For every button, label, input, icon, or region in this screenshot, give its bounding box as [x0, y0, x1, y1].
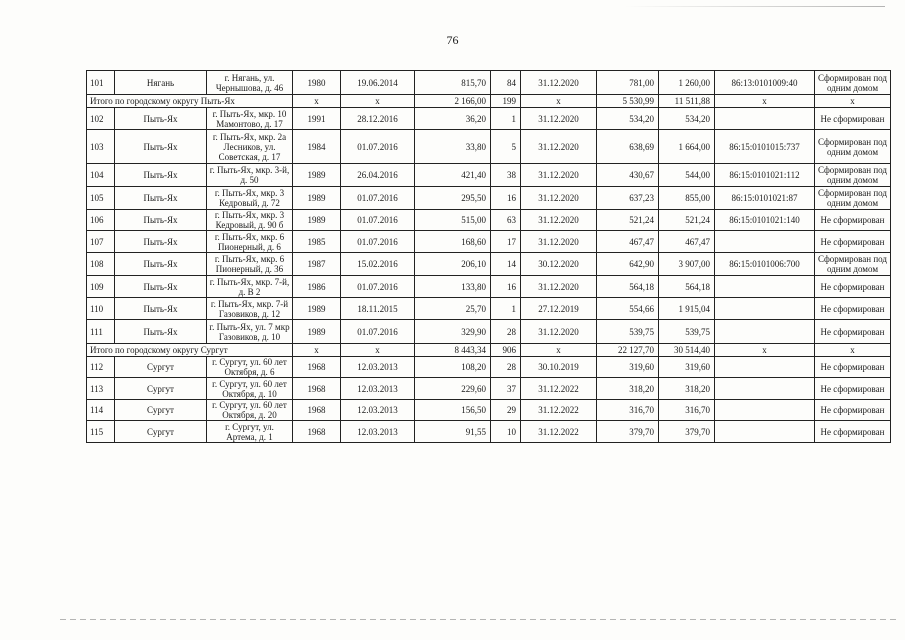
area-cell: 25,70 — [415, 298, 491, 320]
year-cell: 1989 — [293, 164, 341, 187]
total-label: Итого по городскому округу Пыть-Ях — [87, 95, 293, 108]
total-row — [87, 95, 891, 108]
deadline-cell: 31.12.2020 — [521, 108, 597, 130]
status-cell: Не сформирован — [815, 276, 891, 298]
date-cell: 01.07.2016 — [341, 320, 415, 344]
total-residents-cell: 199 — [491, 95, 521, 108]
value1-cell: 638,69 — [597, 130, 659, 164]
deadline-cell: 31.12.2020 — [521, 320, 597, 344]
year-cell: 1989 — [293, 187, 341, 210]
value2-cell: 1 915,04 — [659, 298, 715, 320]
address-cell: г. Пыть-Ях, мкр. 7-й Газовиков, д. 12 — [207, 298, 293, 320]
status-cell: Не сформирован — [815, 378, 891, 400]
status-cell: Не сформирован — [815, 320, 891, 344]
row-number: 109 — [87, 276, 115, 298]
status-cell: Сформирован под одним домом — [815, 164, 891, 187]
cadastral-cell — [715, 298, 815, 320]
address-cell: г. Пыть-Ях, ул. 7 мкр Газовиков, д. 10 — [207, 320, 293, 344]
value2-cell: 319,60 — [659, 357, 715, 378]
deadline-cell: 31.12.2020 — [521, 164, 597, 187]
area-cell: 815,70 — [415, 71, 491, 95]
status-cell: Не сформирован — [815, 231, 891, 253]
address-cell: г. Сургут, ул. Артема, д. 1 — [207, 421, 293, 443]
area-cell: 229,60 — [415, 378, 491, 400]
year-cell: 1968 — [293, 421, 341, 443]
table-row — [87, 276, 891, 298]
table-row — [87, 187, 891, 210]
table-body — [87, 71, 891, 443]
date-cell: 28.12.2016 — [341, 108, 415, 130]
table-row — [87, 320, 891, 344]
residents-cell: 17 — [491, 231, 521, 253]
cadastral-cell — [715, 400, 815, 421]
city-cell: Сургут — [115, 400, 207, 421]
deadline-cell: 31.12.2020 — [521, 71, 597, 95]
row-number: 102 — [87, 108, 115, 130]
total-value1-cell: 5 530,99 — [597, 95, 659, 108]
address-cell: г. Пыть-Ях, мкр. 6 Пионерный, д. 6 — [207, 231, 293, 253]
value1-cell: 316,70 — [597, 400, 659, 421]
table-row — [87, 130, 891, 164]
value1-cell: 637,23 — [597, 187, 659, 210]
value1-cell: 642,90 — [597, 253, 659, 276]
deadline-cell: 31.12.2020 — [521, 187, 597, 210]
total-deadline-cell: х — [521, 95, 597, 108]
table-row — [87, 108, 891, 130]
date-cell: 01.07.2016 — [341, 130, 415, 164]
area-cell: 133,80 — [415, 276, 491, 298]
row-number: 115 — [87, 421, 115, 443]
date-cell: 15.02.2016 — [341, 253, 415, 276]
year-cell: 1989 — [293, 210, 341, 231]
cadastral-cell — [715, 421, 815, 443]
value2-cell: 316,70 — [659, 400, 715, 421]
row-number: 114 — [87, 400, 115, 421]
city-cell: Пыть-Ях — [115, 187, 207, 210]
area-cell: 206,10 — [415, 253, 491, 276]
date-cell: 12.03.2013 — [341, 357, 415, 378]
city-cell: Сургут — [115, 357, 207, 378]
address-cell: г. Сургут, ул. 60 лет Октября, д. 6 — [207, 357, 293, 378]
table-row — [87, 231, 891, 253]
table-row — [87, 253, 891, 276]
total-status-cell: х — [815, 95, 891, 108]
total-status-cell: х — [815, 344, 891, 357]
value2-cell: 544,00 — [659, 164, 715, 187]
row-number: 112 — [87, 357, 115, 378]
value2-cell: 318,20 — [659, 378, 715, 400]
cadastral-cell: 86:15:0101015:737 — [715, 130, 815, 164]
address-cell: г. Сургут, ул. 60 лет Октября, д. 10 — [207, 378, 293, 400]
cadastral-cell: 86:15:0101021:140 — [715, 210, 815, 231]
year-cell: 1987 — [293, 253, 341, 276]
area-cell: 108,20 — [415, 357, 491, 378]
year-cell: 1968 — [293, 400, 341, 421]
value2-cell: 467,47 — [659, 231, 715, 253]
row-number: 103 — [87, 130, 115, 164]
status-cell: Не сформирован — [815, 298, 891, 320]
date-cell: 26.04.2016 — [341, 164, 415, 187]
year-cell: 1986 — [293, 276, 341, 298]
area-cell: 329,90 — [415, 320, 491, 344]
residents-cell: 5 — [491, 130, 521, 164]
total-value1-cell: 22 127,70 — [597, 344, 659, 357]
date-cell: 12.03.2013 — [341, 400, 415, 421]
date-cell: 01.07.2016 — [341, 187, 415, 210]
value1-cell: 554,66 — [597, 298, 659, 320]
value2-cell: 534,20 — [659, 108, 715, 130]
year-cell: 1989 — [293, 298, 341, 320]
row-number: 104 — [87, 164, 115, 187]
city-cell: Сургут — [115, 421, 207, 443]
housing-table — [86, 70, 891, 443]
table-row — [87, 400, 891, 421]
deadline-cell: 27.12.2019 — [521, 298, 597, 320]
deadline-cell: 31.12.2020 — [521, 276, 597, 298]
address-cell: г. Пыть-Ях, мкр. 6 Пионерный, д. 36 — [207, 253, 293, 276]
cadastral-cell: 86:15:0101021:87 — [715, 187, 815, 210]
row-number: 106 — [87, 210, 115, 231]
value2-cell: 564,18 — [659, 276, 715, 298]
status-cell: Сформирован под одним домом — [815, 130, 891, 164]
status-cell: Не сформирован — [815, 357, 891, 378]
area-cell: 421,40 — [415, 164, 491, 187]
deadline-cell: 31.12.2020 — [521, 231, 597, 253]
value2-cell: 855,00 — [659, 187, 715, 210]
city-cell: Пыть-Ях — [115, 130, 207, 164]
cadastral-cell — [715, 108, 815, 130]
value1-cell: 539,75 — [597, 320, 659, 344]
cadastral-cell — [715, 378, 815, 400]
residents-cell: 29 — [491, 400, 521, 421]
address-cell: г. Нягань, ул. Чернышова, д. 46 — [207, 71, 293, 95]
value2-cell: 1 260,00 — [659, 71, 715, 95]
cadastral-cell — [715, 320, 815, 344]
value2-cell: 379,70 — [659, 421, 715, 443]
residents-cell: 63 — [491, 210, 521, 231]
date-cell: 01.07.2016 — [341, 276, 415, 298]
year-cell: 1989 — [293, 320, 341, 344]
value1-cell: 467,47 — [597, 231, 659, 253]
deadline-cell: 31.12.2020 — [521, 210, 597, 231]
year-cell: 1984 — [293, 130, 341, 164]
cadastral-cell: 86:13:0101009:40 — [715, 71, 815, 95]
value2-cell: 1 664,00 — [659, 130, 715, 164]
status-cell: Сформирован под одним домом — [815, 187, 891, 210]
city-cell: Пыть-Ях — [115, 253, 207, 276]
date-cell: 12.03.2013 — [341, 378, 415, 400]
year-cell: 1980 — [293, 71, 341, 95]
value1-cell: 564,18 — [597, 276, 659, 298]
city-cell: Пыть-Ях — [115, 164, 207, 187]
total-date-cell: х — [341, 95, 415, 108]
total-area-cell: 2 166,00 — [415, 95, 491, 108]
deadline-cell: 31.12.2022 — [521, 400, 597, 421]
value1-cell: 430,67 — [597, 164, 659, 187]
status-cell: Не сформирован — [815, 421, 891, 443]
table-row — [87, 378, 891, 400]
deadline-cell: 31.12.2022 — [521, 421, 597, 443]
residents-cell: 1 — [491, 298, 521, 320]
page-number: 76 — [446, 33, 459, 47]
value1-cell: 318,20 — [597, 378, 659, 400]
deadline-cell: 30.10.2019 — [521, 357, 597, 378]
city-cell: Пыть-Ях — [115, 320, 207, 344]
row-number: 113 — [87, 378, 115, 400]
area-cell: 156,50 — [415, 400, 491, 421]
value1-cell: 319,60 — [597, 357, 659, 378]
total-cadastral-cell: х — [715, 95, 815, 108]
address-cell: г. Пыть-Ях, мкр. 3 Кедровый, д. 90 б — [207, 210, 293, 231]
row-number: 108 — [87, 253, 115, 276]
value1-cell: 781,00 — [597, 71, 659, 95]
date-cell: 18.11.2015 — [341, 298, 415, 320]
residents-cell: 38 — [491, 164, 521, 187]
row-number: 107 — [87, 231, 115, 253]
table-row — [87, 71, 891, 95]
total-row — [87, 344, 891, 357]
city-cell: Пыть-Ях — [115, 298, 207, 320]
address-cell: г. Пыть-Ях, мкр. 2а Лесников, ул. Советская, д. 17 — [207, 130, 293, 164]
residents-cell: 16 — [491, 276, 521, 298]
status-cell: Сформирован под одним домом — [815, 71, 891, 95]
total-value2-cell: 11 511,88 — [659, 95, 715, 108]
date-cell: 01.07.2016 — [341, 231, 415, 253]
row-number: 101 — [87, 71, 115, 95]
value1-cell: 521,24 — [597, 210, 659, 231]
scan-artifact-bottom — [60, 619, 900, 620]
date-cell: 01.07.2016 — [341, 210, 415, 231]
area-cell: 91,55 — [415, 421, 491, 443]
residents-cell: 28 — [491, 357, 521, 378]
table-row — [87, 298, 891, 320]
total-cadastral-cell: х — [715, 344, 815, 357]
city-cell: Сургут — [115, 378, 207, 400]
total-year-cell: х — [293, 95, 341, 108]
residents-cell: 28 — [491, 320, 521, 344]
status-cell: Не сформирован — [815, 210, 891, 231]
residents-cell: 14 — [491, 253, 521, 276]
deadline-cell: 31.12.2022 — [521, 378, 597, 400]
residents-cell: 84 — [491, 71, 521, 95]
total-area-cell: 8 443,34 — [415, 344, 491, 357]
deadline-cell: 31.12.2020 — [521, 130, 597, 164]
area-cell: 295,50 — [415, 187, 491, 210]
area-cell: 36,20 — [415, 108, 491, 130]
address-cell: г. Пыть-Ях, мкр. 7-й, д. В 2 — [207, 276, 293, 298]
status-cell: Сформирован под одним домом — [815, 253, 891, 276]
value1-cell: 534,20 — [597, 108, 659, 130]
year-cell: 1991 — [293, 108, 341, 130]
city-cell: Нягань — [115, 71, 207, 95]
table-row — [87, 164, 891, 187]
row-number: 105 — [87, 187, 115, 210]
date-cell: 19.06.2014 — [341, 71, 415, 95]
total-value2-cell: 30 514,40 — [659, 344, 715, 357]
table-row — [87, 421, 891, 443]
city-cell: Пыть-Ях — [115, 210, 207, 231]
area-cell: 515,00 — [415, 210, 491, 231]
row-number: 111 — [87, 320, 115, 344]
total-date-cell: х — [341, 344, 415, 357]
total-residents-cell: 906 — [491, 344, 521, 357]
cadastral-cell: 86:15:0101021:112 — [715, 164, 815, 187]
address-cell: г. Сургут, ул. 60 лет Октября, д. 20 — [207, 400, 293, 421]
deadline-cell: 30.12.2020 — [521, 253, 597, 276]
date-cell: 12.03.2013 — [341, 421, 415, 443]
residents-cell: 16 — [491, 187, 521, 210]
scan-artifact-top — [625, 6, 885, 7]
total-year-cell: х — [293, 344, 341, 357]
residents-cell: 37 — [491, 378, 521, 400]
year-cell: 1968 — [293, 357, 341, 378]
year-cell: 1968 — [293, 378, 341, 400]
status-cell: Не сформирован — [815, 400, 891, 421]
total-label: Итого по городскому округу Сургут — [87, 344, 293, 357]
address-cell: г. Пыть-Ях, мкр. 10 Мамонтово, д. 17 — [207, 108, 293, 130]
area-cell: 168,60 — [415, 231, 491, 253]
table-row — [87, 357, 891, 378]
value2-cell: 521,24 — [659, 210, 715, 231]
city-cell: Пыть-Ях — [115, 276, 207, 298]
residents-cell: 10 — [491, 421, 521, 443]
total-deadline-cell: х — [521, 344, 597, 357]
residents-cell: 1 — [491, 108, 521, 130]
year-cell: 1985 — [293, 231, 341, 253]
cadastral-cell — [715, 231, 815, 253]
city-cell: Пыть-Ях — [115, 231, 207, 253]
value2-cell: 539,75 — [659, 320, 715, 344]
area-cell: 33,80 — [415, 130, 491, 164]
table-row — [87, 210, 891, 231]
value1-cell: 379,70 — [597, 421, 659, 443]
cadastral-cell — [715, 276, 815, 298]
status-cell: Не сформирован — [815, 108, 891, 130]
city-cell: Пыть-Ях — [115, 108, 207, 130]
value2-cell: 3 907,00 — [659, 253, 715, 276]
address-cell: г. Пыть-Ях, мкр. 3 Кедровый, д. 72 — [207, 187, 293, 210]
cadastral-cell — [715, 357, 815, 378]
row-number: 110 — [87, 298, 115, 320]
address-cell: г. Пыть-Ях, мкр. 3-й, д. 50 — [207, 164, 293, 187]
cadastral-cell: 86:15:0101006:700 — [715, 253, 815, 276]
